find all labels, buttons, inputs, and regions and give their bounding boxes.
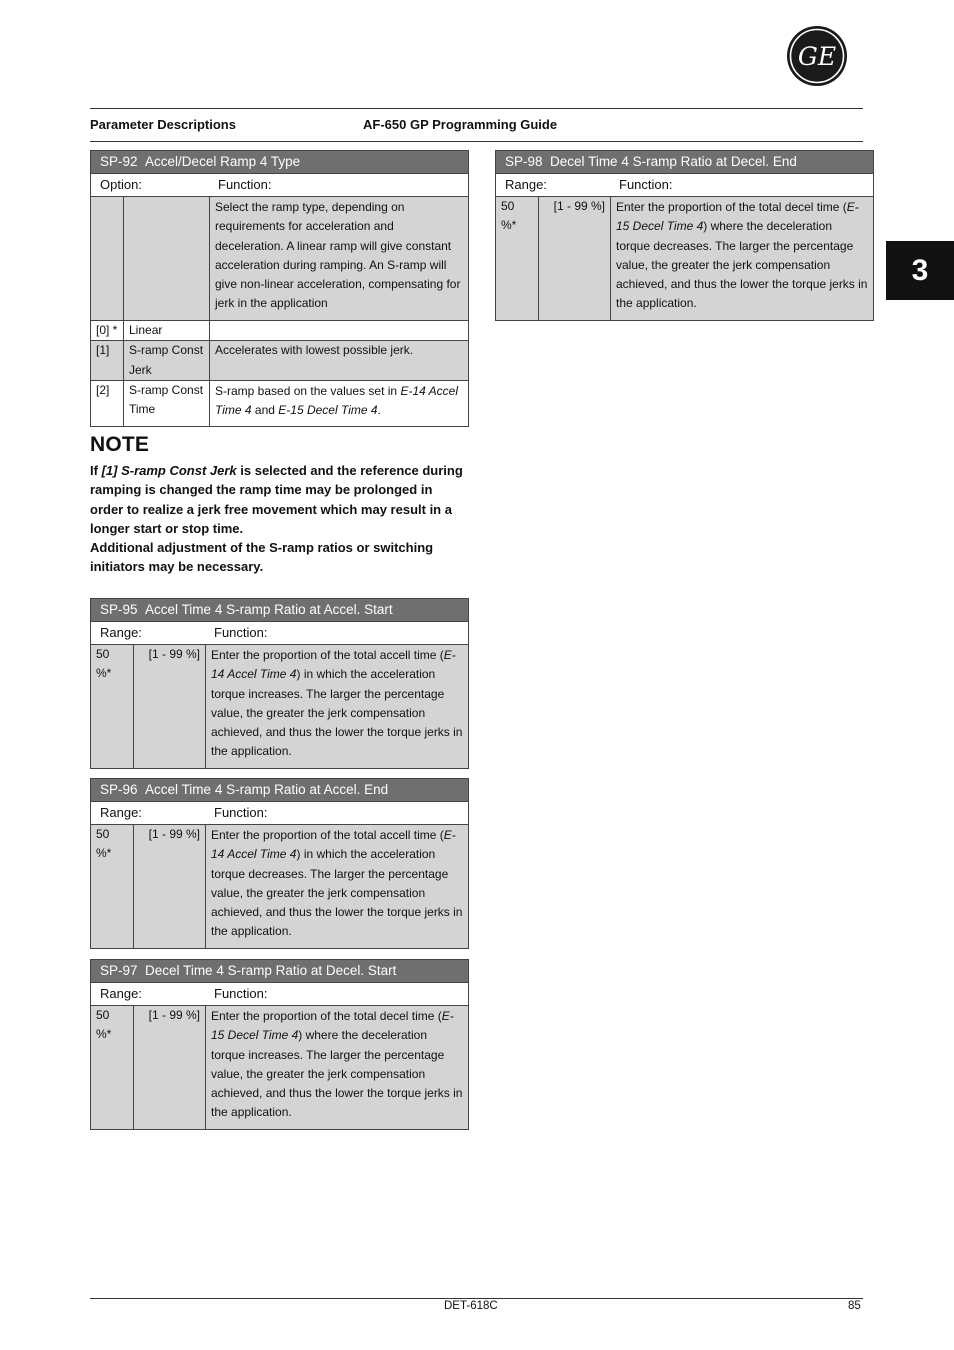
default-value: 50 %*: [91, 825, 134, 949]
col-range: Range:: [100, 986, 142, 1002]
option-function: Accelerates with lowest possible jerk.: [210, 341, 469, 381]
option-value: [0] *: [91, 321, 124, 341]
default-value: 50 %*: [496, 197, 539, 321]
param-reference: E-14 Accel Time 4: [211, 648, 456, 682]
param-code: SP-97: [100, 963, 138, 979]
param-name: Decel Time 4 S-ramp Ratio at Decel. Start: [145, 963, 397, 979]
option-function: S-ramp based on the values set in E-14 Accel Time 4 and E-15 Decel Time 4.: [210, 380, 469, 427]
ge-logo-text: GE: [797, 42, 837, 71]
param-name: Decel Time 4 S-ramp Ratio at Decel. End: [550, 154, 797, 170]
header-top-rule: [90, 108, 863, 109]
param-reference: E-14 Accel Time 4: [211, 828, 456, 862]
range-value: [1 - 99 %]: [134, 1006, 206, 1130]
function-text: Enter the proportion of the total accell time (E-14 Accel Time 4) in which the acceleration torque decreases. The larger the percentage value, the greater the jerk compensation achieved, and thus the lower the torque jerks in the application.: [206, 825, 469, 949]
table-row: [91, 321, 469, 341]
note-paragraph: Additional adjustment of the S-ramp ratios or switching initiators may be necessary.: [90, 540, 434, 575]
guide-title: AF-650 GP Programming Guide: [363, 117, 558, 132]
option-function: [210, 321, 469, 341]
table-row: [496, 197, 874, 321]
note-title: NOTE: [90, 433, 150, 456]
param-title: [91, 779, 469, 802]
intro-text: Select the ramp type, depending on requirements for acceleration and deceleration. A linear ramp will give constant acceleration during ramping. An S-ramp will give non-linear acceleration, compensating for jerk in the application: [210, 197, 469, 321]
column-headers: [91, 983, 469, 1006]
footer-rule: [90, 1298, 863, 1299]
ge-logo: [786, 25, 848, 87]
param-title: [496, 151, 874, 174]
table-row: [91, 197, 469, 321]
option-value: [2]: [91, 380, 124, 427]
col-function: Function:: [214, 805, 268, 821]
option-label: S-ramp Const Jerk: [124, 341, 210, 381]
table-row: [91, 380, 469, 427]
doc-number: DET-618C: [444, 1300, 498, 1312]
range-value: [1 - 99 %]: [134, 825, 206, 949]
param-table-sp96: [90, 778, 469, 949]
column-headers: [91, 802, 469, 825]
header-bottom-rule: [90, 141, 863, 142]
col-function: Function:: [214, 986, 268, 1002]
option-value: [1]: [91, 341, 124, 381]
column-headers: [91, 174, 469, 197]
column-headers: [496, 174, 874, 197]
table-row: [91, 341, 469, 381]
param-table-sp92: [90, 150, 469, 427]
note-reference: [1] S-ramp Const Jerk: [101, 463, 237, 478]
col-range: Range:: [100, 805, 142, 821]
param-name: Accel Time 4 S-ramp Ratio at Accel. End: [145, 782, 389, 798]
param-code: SP-96: [100, 782, 138, 798]
option-label: S-ramp Const Time: [124, 380, 210, 427]
function-text: Enter the proportion of the total accell time (E-14 Accel Time 4) in which the acceleration torque increases. The larger the percentage value, the greater the jerk compensation achieved, and thus the lower the torque jerks in the application.: [206, 645, 469, 769]
default-value: 50 %*: [91, 645, 134, 769]
column-headers: [91, 622, 469, 645]
param-name: Accel Time 4 S-ramp Ratio at Accel. Start: [145, 602, 393, 618]
range-value: [1 - 99 %]: [539, 197, 611, 321]
param-reference: E-14 Accel Time 4: [215, 383, 459, 418]
param-reference: E-15 Decel Time 4: [278, 403, 378, 418]
col-function: Function:: [214, 625, 268, 641]
chapter-tab: 3: [886, 241, 954, 300]
param-code: SP-98: [505, 154, 543, 170]
note-paragraph: If [1] S-ramp Const Jerk is selected and the reference during ramping is changed the ramp time may be prolonged in order to realize a jerk free movement which may result in a longer start or stop time.: [90, 463, 463, 536]
param-code: SP-92: [100, 154, 138, 170]
col-range: Range:: [505, 177, 547, 193]
param-table-sp97: [90, 959, 469, 1130]
col-function: Function:: [218, 177, 272, 193]
note-body: [90, 461, 465, 577]
table-row: [91, 825, 469, 949]
param-table-sp95: [90, 598, 469, 769]
table-row: [91, 645, 469, 769]
range-value: [1 - 99 %]: [134, 645, 206, 769]
param-reference: E-15 Decel Time 4: [211, 1009, 454, 1043]
function-text: Enter the proportion of the total decel time (E-15 Decel Time 4) where the deceleration torque decreases. The larger the percentage value, the greater the jerk compensation achieved, and thus the lower the torque jerks in the application.: [611, 197, 874, 321]
param-title: [91, 960, 469, 983]
function-text: Enter the proportion of the total decel time (E-15 Decel Time 4) where the deceleration torque increases. The larger the percentage value, the greater the jerk compensation achieved, and thus the lower the torque jerks in the application.: [206, 1006, 469, 1130]
option-label: Linear: [124, 321, 210, 341]
col-range: Range:: [100, 625, 142, 641]
col-option: Option:: [100, 177, 142, 193]
table-row: [91, 1006, 469, 1130]
param-code: SP-95: [100, 602, 138, 618]
param-title: [91, 151, 469, 174]
param-reference: E-15 Decel Time 4: [616, 200, 859, 234]
param-table-sp98: [495, 150, 874, 321]
param-title: [91, 599, 469, 622]
col-function: Function:: [619, 177, 673, 193]
page-number: 85: [848, 1300, 861, 1312]
param-name: Accel/Decel Ramp 4 Type: [145, 154, 301, 170]
default-value: 50 %*: [91, 1006, 134, 1130]
section-title: Parameter Descriptions: [90, 117, 236, 132]
